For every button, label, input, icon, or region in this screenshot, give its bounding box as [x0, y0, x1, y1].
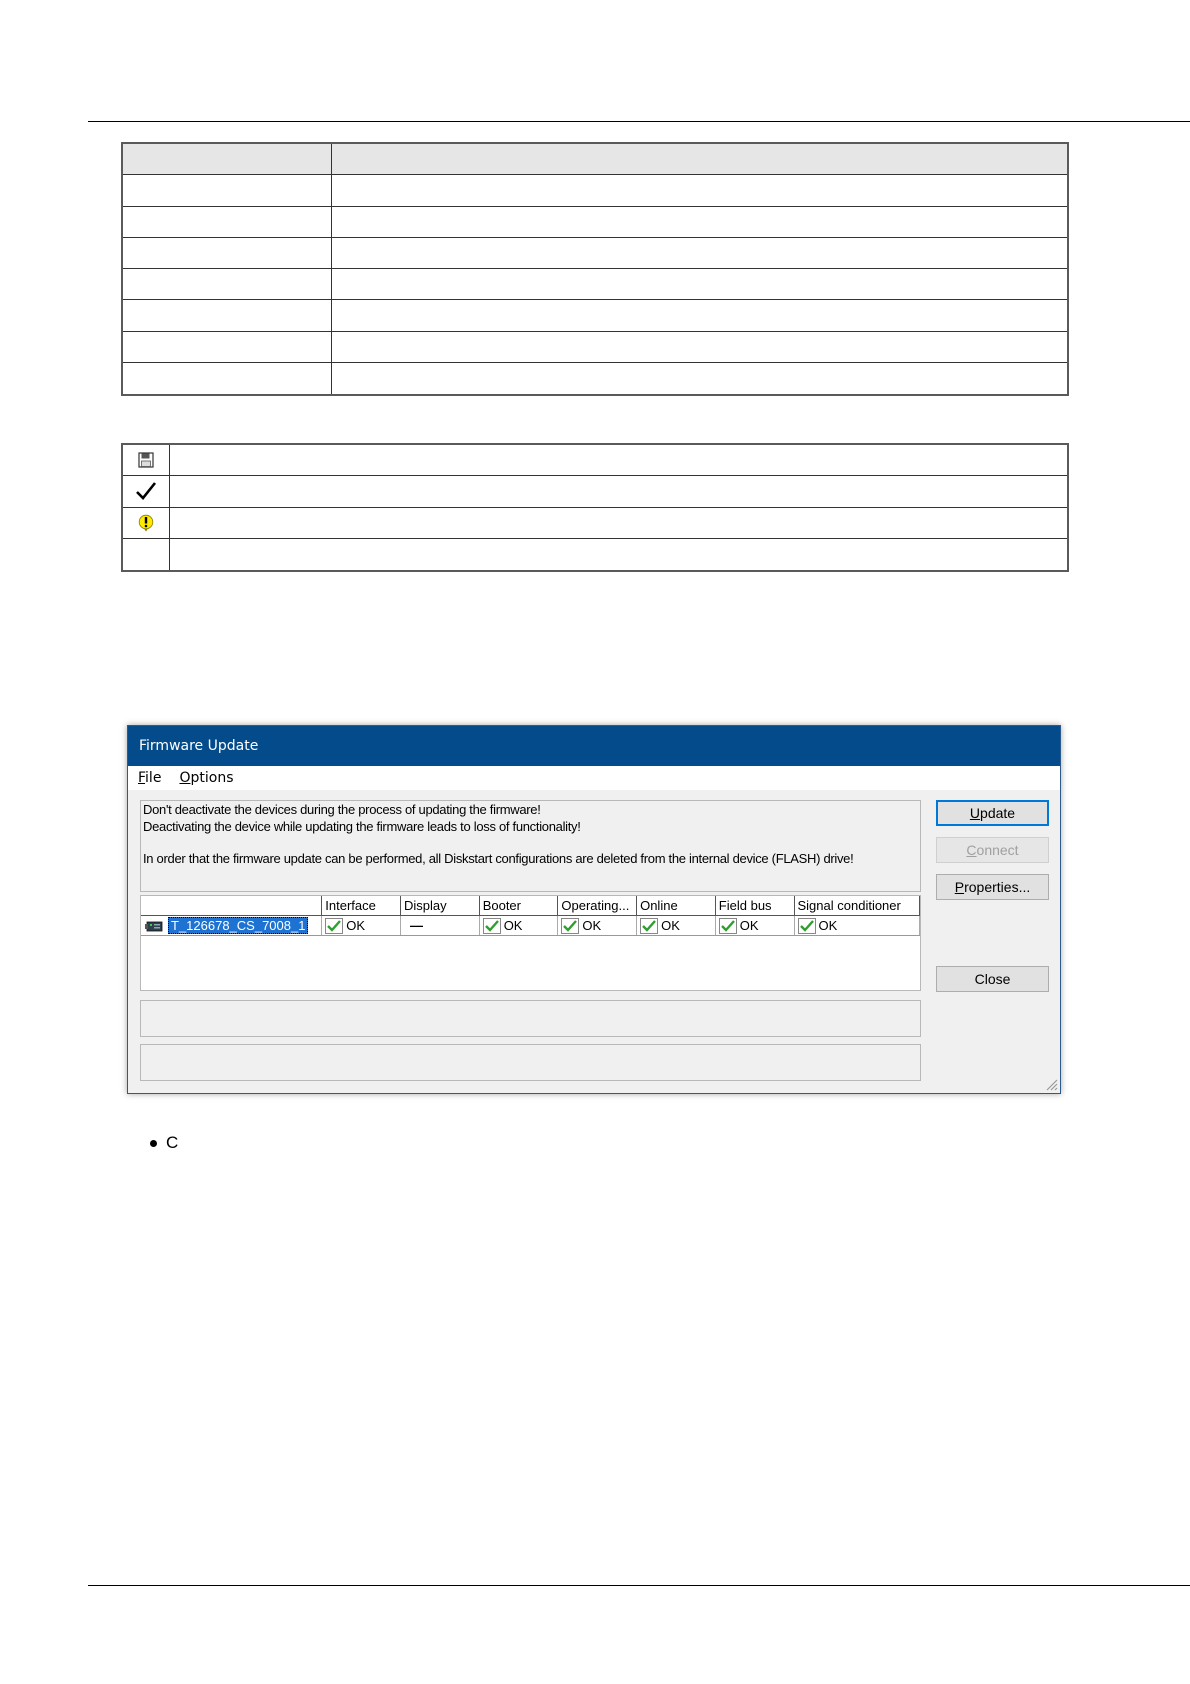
connect-button[interactable]: C onnect — [936, 837, 1049, 863]
floppy-disk-icon — [138, 452, 154, 468]
menu-bar — [128, 766, 1060, 790]
device-name[interactable]: T_126678_CS_7008_1 — [168, 917, 308, 934]
table-row — [123, 175, 1067, 206]
message-line: Don't deactivate the devices during the process of updating the firmware! — [143, 802, 541, 817]
column-header-field-bus[interactable]: Field bus — [716, 896, 795, 915]
legend-row-warning — [123, 508, 1067, 539]
firmware-update-dialog — [127, 725, 1061, 1094]
icon-legend-table — [121, 443, 1069, 572]
check-ok-icon — [561, 918, 579, 934]
bullet-item — [150, 1133, 178, 1153]
footer-rule — [88, 1585, 1190, 1586]
table-row — [123, 269, 1067, 300]
checkmark-icon — [135, 481, 157, 501]
cell-signal-conditioner: OK — [795, 916, 921, 935]
check-ok-icon — [719, 918, 737, 934]
table-row — [123, 332, 1067, 363]
properties-button[interactable]: P roperties... — [936, 874, 1049, 900]
warning-icon — [138, 514, 154, 532]
device-list-header — [141, 896, 920, 916]
cell-field-bus: OK — [716, 916, 795, 935]
message-line: In order that the firmware update can be performed, all Diskstart configurations are deleted from the internal device (FLASH) drive! — [143, 851, 854, 866]
cell-display: — — [401, 916, 480, 935]
column-header-device[interactable] — [141, 896, 322, 915]
parameter-table — [121, 142, 1069, 396]
progress-field — [140, 1044, 921, 1081]
column-header-booter[interactable]: Booter — [480, 896, 559, 915]
table-row[interactable] — [141, 916, 920, 936]
resize-grip-icon[interactable] — [1044, 1077, 1058, 1091]
check-ok-icon — [325, 918, 343, 934]
dialog-title-bar — [128, 726, 1060, 766]
device-icon — [144, 919, 164, 933]
menu-options[interactable]: Options — [179, 770, 234, 786]
cell-booter: OK — [480, 916, 559, 935]
check-ok-icon — [483, 918, 501, 934]
device-list[interactable] — [140, 895, 921, 991]
legend-row-save — [123, 445, 1067, 476]
check-ok-icon — [640, 918, 658, 934]
bullet-dot — [150, 1140, 157, 1147]
header-rule — [88, 121, 1190, 122]
message-line: Deactivating the device while updating the firmware leads to loss of functionality! — [143, 818, 581, 834]
table-row — [123, 363, 1067, 394]
update-button[interactable]: U pdate — [936, 800, 1049, 826]
check-ok-icon — [798, 918, 816, 934]
menu-file[interactable]: File — [138, 770, 162, 786]
legend-row-empty — [123, 539, 1067, 570]
cell-online: OK — [637, 916, 716, 935]
column-header-operating[interactable]: Operating... — [558, 896, 637, 915]
legend-row-check — [123, 476, 1067, 507]
table-row — [123, 300, 1067, 331]
warning-message-box — [140, 800, 921, 892]
status-field — [140, 1000, 921, 1037]
table-row — [123, 207, 1067, 238]
bullet-text: C — [166, 1133, 179, 1152]
table-header-row — [123, 144, 1067, 175]
cell-interface: OK — [322, 916, 401, 935]
column-header-online[interactable]: Online — [637, 896, 716, 915]
column-header-display[interactable]: Display — [401, 896, 480, 915]
table-row — [123, 238, 1067, 269]
column-header-interface[interactable]: Interface — [322, 896, 401, 915]
column-header-signal-conditioner[interactable]: Signal conditioner — [795, 896, 921, 915]
dialog-title: Firmware Update — [139, 738, 259, 754]
close-button[interactable]: Close — [936, 966, 1049, 992]
cell-operating: OK — [558, 916, 637, 935]
